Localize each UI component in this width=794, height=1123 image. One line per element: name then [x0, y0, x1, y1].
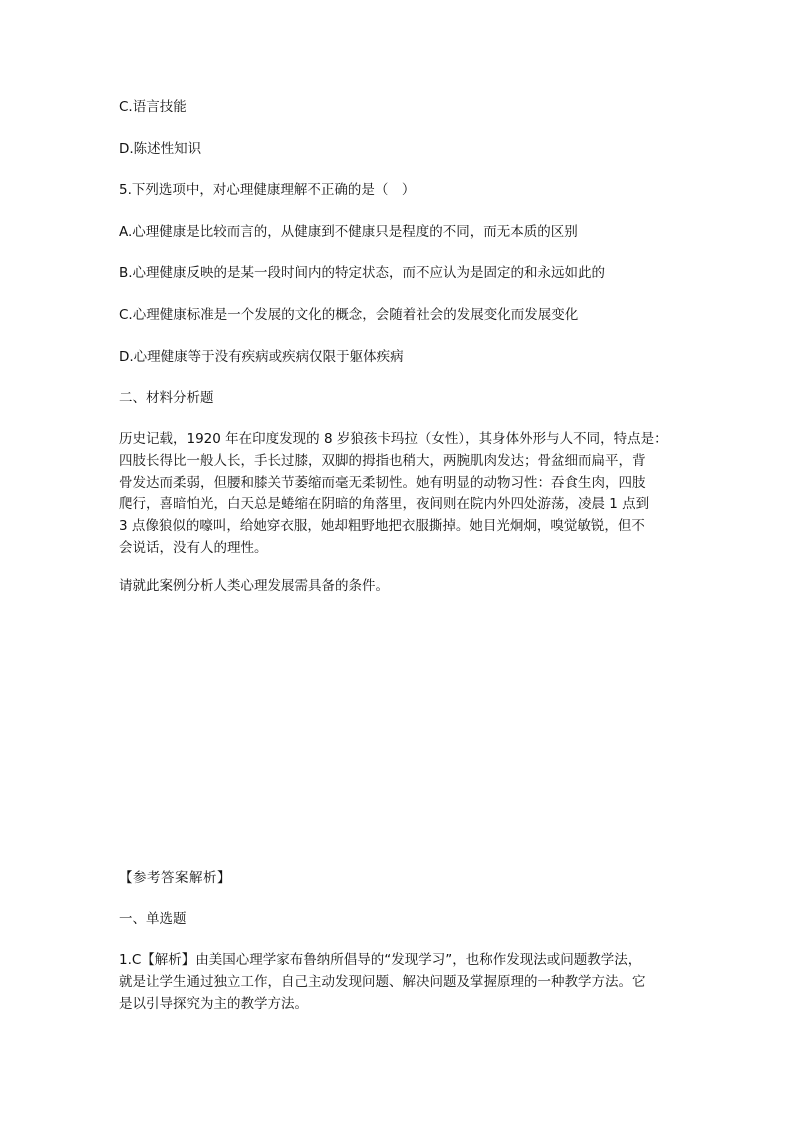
material-line: 爬行，喜暗怕光，白天总是蜷缩在阴暗的角落里，夜间则在院内外四处游荡，凌晨 1 点到 — [119, 496, 650, 513]
answers-title: 【参考答案解析】 — [119, 870, 231, 886]
q5-option-c: C.心理健康标准是一个发展的文化的概念，会随着社会的发展变化而发展变化 — [119, 307, 579, 323]
answer-1-paragraph — [119, 950, 679, 1015]
material-line: 3 点像狼似的嚎叫，给她穿衣服，她却粗野地把衣服撕掉。她目光炯炯，嗅觉敏锐，但不 — [119, 518, 645, 535]
answers-section1-title: 一、单选题 — [119, 911, 187, 927]
material-line: 历史记载，1920 年在印度发现的 8 岁狼孩卡玛拉（女性），其身体外形与人不同，特点是： — [119, 431, 668, 447]
material-line: 骨发达而柔弱，但腰和膝关节萎缩而毫无柔韧性。她有明显的动物习性：吞食生肉，四肢 — [119, 474, 646, 491]
answer-line: 是以引导探究为主的教学方法。 — [119, 995, 308, 1012]
section2-title: 二、材料分析题 — [119, 390, 214, 406]
material-line: 会说话，没有人的理性。 — [119, 539, 268, 556]
q5-stem: 5.下列选项中，对心理健康理解不正确的是（ ） — [119, 182, 416, 198]
answer-line: 就是让学生通过独立工作，自己主动发现问题、解决问题及掌握原理的一种教学方法。它 — [119, 973, 646, 990]
q5-option-d: D.心理健康等于没有疾病或疾病仅限于躯体疾病 — [119, 349, 404, 365]
q4-option-c: C.语言技能 — [119, 99, 187, 115]
q5-option-a: A.心理健康是比较而言的，从健康到不健康只是程度的不同，而无本质的区别 — [119, 224, 578, 240]
answer-line: 1.C【解析】由美国心理学家布鲁纳所倡导的“发现学习”，也称作发现法或问题教学法， — [119, 952, 642, 968]
material-line: 四肢长得比一般人长，手长过膝，双脚的拇指也稍大，两腕肌肉发达；骨盆细而扁平，背 — [119, 452, 646, 469]
material-question: 请就此案例分析人类心理发展需具备的条件。 — [119, 578, 389, 594]
material-paragraph — [119, 429, 679, 560]
q4-option-d: D.陈述性知识 — [119, 141, 202, 157]
q5-option-b: B.心理健康反映的是某一段时间内的特定状态，而不应认为是固定的和永远如此的 — [119, 265, 606, 281]
